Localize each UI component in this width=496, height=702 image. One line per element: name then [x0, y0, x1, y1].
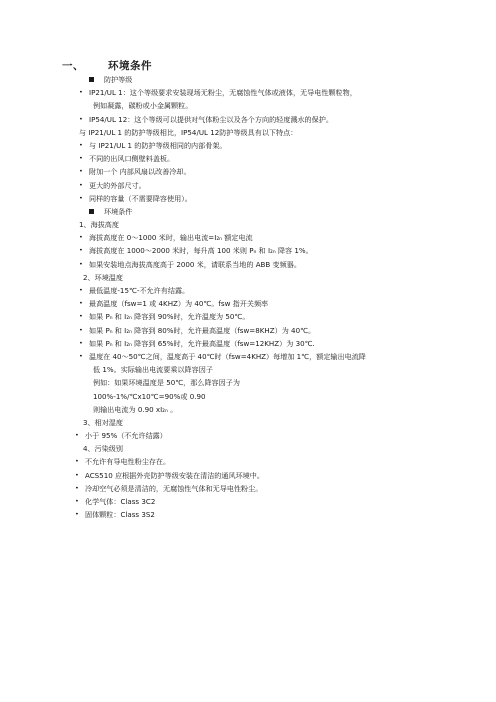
line-text: 低 1%。实际输出电流要乘以降容因子	[93, 365, 213, 375]
line-text: 如果 Pₙ 和 I₂ₙ 降容到 90%时，允许温度为 50℃。	[89, 312, 250, 322]
subsection-heading	[79, 73, 459, 86]
line-text: 防护等级	[104, 75, 133, 84]
bullet-icon: •	[75, 497, 79, 505]
line-text: 与 IP21/UL 1 的防护等级相同的内部骨架。	[89, 140, 227, 150]
bullet-icon: •	[79, 325, 83, 334]
bullet-icon: •	[79, 180, 83, 189]
text-line	[79, 99, 459, 112]
line-text: 则输出电流为 0.90 xI₂ₙ 。	[93, 404, 178, 414]
bullet-item	[79, 139, 459, 152]
text-line	[79, 126, 459, 139]
bullet-item	[79, 113, 459, 126]
text-line	[79, 403, 459, 416]
line-text: 不允许有导电性粉尘存在。	[85, 457, 171, 467]
line-text: 小于 95%（不允许结露）	[85, 431, 167, 441]
line-text: 化学气体：Class 3C2	[85, 497, 156, 506]
bullet-item	[79, 231, 459, 244]
bullet-icon: •	[75, 431, 79, 440]
line-text: 冷却空气必须是清洁的，无腐蚀性气体和无导电性粉尘。	[85, 483, 263, 493]
line-text: 同样的容量（不需要降容使用）。	[89, 193, 192, 203]
bullet-icon: •	[75, 483, 79, 492]
text-line	[79, 376, 459, 389]
line-text: 温度在 40～50℃之间，温度高于 40℃时（fsw=4KHZ）每增加 1℃，额定输出电流降	[89, 351, 366, 361]
text-line	[79, 416, 459, 429]
bullet-icon: •	[79, 154, 83, 163]
bullet-icon: •	[79, 114, 83, 123]
line-text: 例如凝露，碳粉或小金属颗粒。	[93, 101, 193, 111]
bullet-icon: •	[79, 233, 83, 242]
bullet-item	[79, 284, 459, 297]
text-line	[79, 442, 459, 455]
line-text: 海拔高度在 0～1000 米时，输出电流=I₂ₙ 额定电流	[89, 233, 253, 243]
line-text: IP21/UL 1：这个等级要求安装现场无粉尘，无腐蚀性气体或液体，无导电性颗粒物，	[89, 88, 357, 98]
line-text: ACS510 应根据外壳防护等级安装在清洁的通风环境中。	[85, 470, 264, 480]
line-text: 4、污染级别	[83, 444, 123, 454]
section-number: 一、	[62, 60, 84, 72]
square-bullet-icon	[89, 77, 94, 82]
bullet-icon: •	[79, 259, 83, 268]
line-text: 与 IP21/UL 1 的防护等级相比，IP54/UL 12防护等级具有以下特点：	[79, 127, 298, 137]
text-line	[79, 363, 459, 376]
line-text: 环境条件	[104, 206, 133, 216]
line-text: 如果 Pₙ 和 I₂ₙ 降容到 65%时，允许最高温度（fsw=12KHZ）为 30℃.	[89, 338, 315, 348]
bullet-item	[79, 165, 459, 178]
line-text: 海拔高度在 1000～2000 米时，每升高 100 米则 Pₙ 和 I₂ₙ 降容 1%。	[89, 246, 313, 256]
bullet-icon: •	[79, 286, 83, 294]
bullet-icon: •	[79, 246, 83, 255]
line-text: 附加一个 内部风扇以改善冷却。	[89, 167, 191, 177]
text-line	[79, 271, 459, 284]
line-text: 1、海拔高度	[79, 220, 119, 230]
line-text: 如果安装地点海拔高度高于 2000 米，请联系当地的 ABB 变频器。	[89, 259, 301, 269]
bullet-item	[79, 350, 459, 363]
bullet-icon: •	[75, 457, 79, 466]
square-bullet-icon	[89, 209, 94, 214]
bullet-item	[79, 152, 459, 165]
bullet-item	[79, 244, 459, 257]
bullet-item	[79, 86, 459, 99]
line-text: IP54/UL 12：这个等级可以提供对气体粉尘以及各个方向的轻度溅水的保护。	[89, 114, 333, 124]
section-title: 环境条件	[108, 60, 152, 72]
line-text: 不同的出风口侧壁料盖板。	[89, 154, 175, 164]
bullet-item	[79, 324, 459, 337]
bullet-icon: •	[79, 193, 83, 202]
line-text: 例如：如果环境温度是 50℃，那么降容因子为	[93, 378, 240, 388]
bullet-item	[79, 337, 459, 350]
bullet-icon: •	[79, 312, 83, 321]
bullet-icon: •	[79, 140, 83, 149]
bullet-icon: •	[79, 88, 83, 97]
line-text: 2、环境温度	[83, 272, 123, 282]
bullet-item	[75, 455, 459, 468]
text-line	[79, 218, 459, 231]
bullet-icon: •	[79, 338, 83, 347]
line-text: 最高温度（fsw=1 或 4KHZ）为 40℃。fsw 指开关频率	[89, 299, 269, 309]
section-heading	[62, 58, 152, 73]
bullet-icon: •	[79, 299, 83, 308]
bullet-item	[79, 297, 459, 310]
section-body	[75, 73, 459, 521]
line-text: 如果 Pₙ 和 I₂ₙ 降容到 80%时，允许最高温度（fsw=8KHZ）为 40℃。	[89, 325, 316, 335]
bullet-icon: •	[79, 351, 83, 360]
bullet-icon: •	[75, 470, 79, 479]
bullet-item	[75, 482, 459, 495]
text-line	[79, 390, 459, 403]
line-text: 最低温度-15℃-不允许有结露。	[89, 286, 190, 295]
bullet-item	[79, 192, 459, 205]
line-text: 100%-1%/℃x10℃=90%或 0.90	[93, 391, 206, 401]
bullet-item	[75, 495, 459, 508]
bullet-item	[75, 469, 459, 482]
bullet-item	[79, 258, 459, 271]
bullet-item	[79, 310, 459, 323]
bullet-icon: •	[75, 510, 79, 519]
line-text: 固体颗粒：Class 3S2	[85, 510, 155, 520]
subsection-heading	[79, 205, 459, 218]
bullet-item	[75, 429, 459, 442]
bullet-item	[75, 508, 459, 521]
bullet-item	[79, 179, 459, 192]
line-text: 更大的外部尺寸。	[89, 180, 146, 190]
bullet-icon: •	[79, 167, 83, 176]
line-text: 3、相对湿度	[83, 417, 123, 427]
